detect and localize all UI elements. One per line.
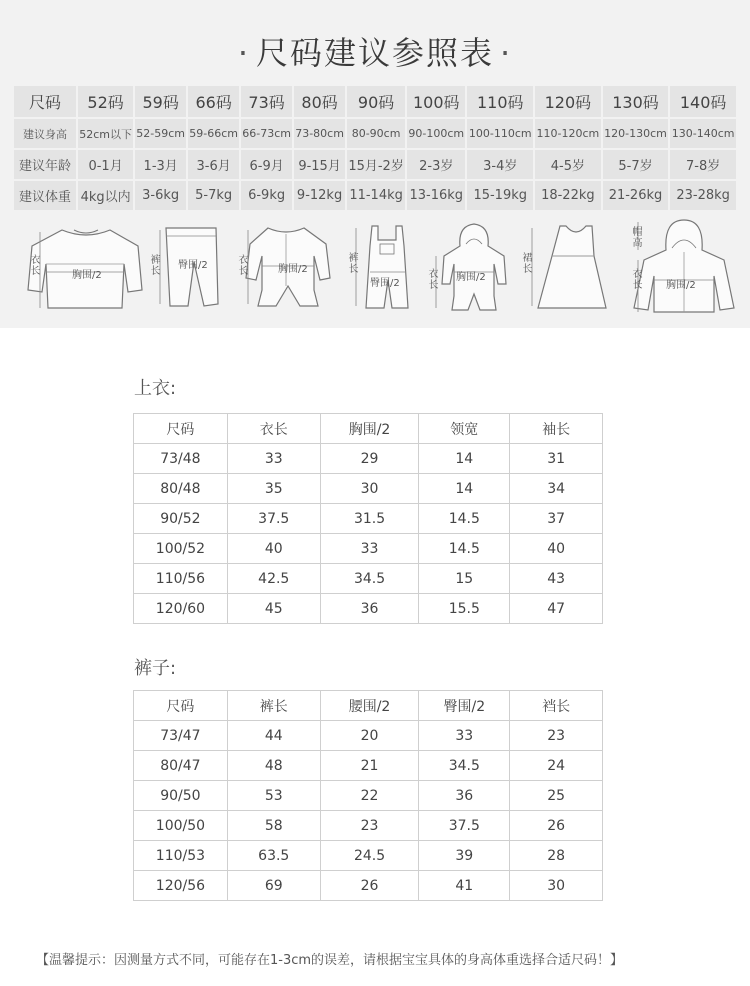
table-cell: 23	[510, 721, 603, 751]
table-row	[134, 841, 603, 871]
title-dot-left: ·	[237, 34, 250, 72]
header-cell: 80码	[294, 86, 345, 117]
table-cell: 5-7岁	[603, 150, 669, 179]
table-cell: 9-15月	[294, 150, 345, 179]
table-cell: 30	[510, 871, 603, 901]
row-label: 建议年龄	[14, 150, 76, 179]
table-cell: 2-3岁	[407, 150, 465, 179]
table-row	[134, 474, 603, 504]
table-cell: 100/52	[134, 534, 228, 564]
hooded-romper-chest-label: 胸围/2	[456, 272, 486, 283]
header-cell: 100码	[407, 86, 465, 117]
table-cell: 15	[419, 564, 510, 594]
page-title	[0, 28, 750, 74]
table-cell: 40	[227, 534, 320, 564]
table-cell: 15.5	[419, 594, 510, 624]
table-row	[134, 444, 603, 474]
table-cell: 6-9kg	[241, 181, 292, 210]
table-cell: 33	[419, 721, 510, 751]
table-cell: 100/50	[134, 811, 228, 841]
table-cell: 21-26kg	[603, 181, 669, 210]
table-cell: 9-12kg	[294, 181, 345, 210]
table-cell: 130-140cm	[670, 119, 736, 148]
table-row	[134, 811, 603, 841]
table-cell: 47	[510, 594, 603, 624]
pants-illustration	[146, 216, 226, 320]
table-cell: 34	[510, 474, 603, 504]
header-cell: 衣长	[227, 414, 320, 444]
table-cell: 6-9月	[241, 150, 292, 179]
pants-length-label: 裤长	[148, 254, 159, 276]
title-text: 尺码建议参照表	[255, 34, 494, 72]
table-cell: 120/60	[134, 594, 228, 624]
table-cell: 18-22kg	[535, 181, 601, 210]
table-cell: 26	[510, 811, 603, 841]
tops-table	[133, 413, 603, 624]
age-row	[14, 150, 736, 179]
table-cell: 28	[510, 841, 603, 871]
table-cell: 0-1月	[78, 150, 133, 179]
header-cell: 73码	[241, 86, 292, 117]
table-cell: 42.5	[227, 564, 320, 594]
table-cell: 52cm以下	[78, 119, 133, 148]
table-cell: 35	[227, 474, 320, 504]
header-cell: 110码	[467, 86, 533, 117]
romper-illustration	[234, 216, 334, 320]
garment-illustrations	[0, 216, 750, 320]
tops-section-title: 上衣:	[134, 378, 177, 399]
pants-table	[133, 690, 603, 901]
table-cell: 69	[227, 871, 320, 901]
table-cell: 63.5	[227, 841, 320, 871]
table-cell: 41	[419, 871, 510, 901]
header-cell: 140码	[670, 86, 736, 117]
table-cell: 33	[320, 534, 419, 564]
height-row	[14, 119, 736, 148]
table-cell: 31.5	[320, 504, 419, 534]
header-cell: 腰围/2	[320, 691, 419, 721]
table-row	[134, 534, 603, 564]
table-row	[134, 751, 603, 781]
table-cell: 34.5	[419, 751, 510, 781]
table-cell: 53	[227, 781, 320, 811]
table-cell: 80/47	[134, 751, 228, 781]
top-chest-label: 胸围/2	[72, 270, 102, 281]
overalls-hip-label: 臀围/2	[370, 278, 400, 289]
pants-header-row	[134, 691, 603, 721]
header-cell: 领宽	[419, 414, 510, 444]
table-cell: 73-80cm	[294, 119, 345, 148]
table-cell: 14.5	[419, 504, 510, 534]
romper-length-label: 衣长	[236, 254, 247, 276]
table-cell: 34.5	[320, 564, 419, 594]
table-cell: 29	[320, 444, 419, 474]
table-cell: 20	[320, 721, 419, 751]
table-cell: 48	[227, 751, 320, 781]
table-cell: 22	[320, 781, 419, 811]
size-guide-table	[12, 84, 738, 212]
table-row	[134, 564, 603, 594]
table-cell: 110-120cm	[535, 119, 601, 148]
table-cell: 15月-2岁	[347, 150, 405, 179]
table-cell: 59-66cm	[188, 119, 239, 148]
table-cell: 73/48	[134, 444, 228, 474]
table-row	[134, 871, 603, 901]
dress-length-label: 裙长	[520, 252, 531, 274]
table-cell: 37.5	[227, 504, 320, 534]
table-cell: 90/50	[134, 781, 228, 811]
header-cell: 尺码	[134, 414, 228, 444]
table-cell: 36	[320, 594, 419, 624]
table-cell: 4kg以内	[78, 181, 133, 210]
row-label: 建议体重	[14, 181, 76, 210]
table-row	[134, 504, 603, 534]
header-cell: 90码	[347, 86, 405, 117]
table-cell: 30	[320, 474, 419, 504]
jacket-hat-height-label: 帽高	[630, 226, 641, 248]
header-cell: 66码	[188, 86, 239, 117]
table-cell: 120-130cm	[603, 119, 669, 148]
table-row	[134, 721, 603, 751]
header-cell: 胸围/2	[320, 414, 419, 444]
table-cell: 58	[227, 811, 320, 841]
header-cell: 尺码	[14, 86, 76, 117]
title-dot-right: ·	[500, 34, 513, 72]
table-cell: 5-7kg	[188, 181, 239, 210]
table-cell: 23	[320, 811, 419, 841]
jacket-illustration	[624, 216, 744, 320]
tops-header-row	[134, 414, 603, 444]
table-cell: 73/47	[134, 721, 228, 751]
table-cell: 80-90cm	[347, 119, 405, 148]
table-cell: 80/48	[134, 474, 228, 504]
table-cell: 3-6月	[188, 150, 239, 179]
row-label: 建议身高	[14, 119, 76, 148]
pants-section-title: 裤子:	[134, 658, 177, 679]
table-cell: 39	[419, 841, 510, 871]
romper-chest-label: 胸围/2	[278, 264, 308, 275]
size-guide-panel	[0, 0, 750, 328]
header-cell: 裤长	[227, 691, 320, 721]
table-cell: 37	[510, 504, 603, 534]
table-cell: 21	[320, 751, 419, 781]
table-cell: 13-16kg	[407, 181, 465, 210]
table-cell: 90-100cm	[407, 119, 465, 148]
header-cell: 臀围/2	[419, 691, 510, 721]
table-cell: 7-8岁	[670, 150, 736, 179]
table-cell: 25	[510, 781, 603, 811]
table-row	[134, 594, 603, 624]
table-cell: 66-73cm	[241, 119, 292, 148]
header-cell: 120码	[535, 86, 601, 117]
header-cell: 裆长	[510, 691, 603, 721]
table-cell: 15-19kg	[467, 181, 533, 210]
header-cell: 59码	[135, 86, 186, 117]
table-cell: 40	[510, 534, 603, 564]
jacket-length-label: 衣长	[630, 268, 641, 290]
table-cell: 14.5	[419, 534, 510, 564]
hooded-romper-length-label: 衣长	[426, 268, 437, 290]
header-cell: 52码	[78, 86, 133, 117]
overalls-length-label: 裤长	[346, 252, 357, 274]
weight-row	[14, 181, 736, 210]
table-cell: 45	[227, 594, 320, 624]
table-cell: 90/52	[134, 504, 228, 534]
table-cell: 44	[227, 721, 320, 751]
table-cell: 100-110cm	[467, 119, 533, 148]
overalls-illustration	[344, 216, 424, 320]
top-illustration	[24, 216, 144, 320]
header-cell: 130码	[603, 86, 669, 117]
table-cell: 37.5	[419, 811, 510, 841]
table-cell: 23-28kg	[670, 181, 736, 210]
size-guide-header-row	[14, 86, 736, 117]
table-cell: 24	[510, 751, 603, 781]
table-row	[134, 781, 603, 811]
table-cell: 43	[510, 564, 603, 594]
header-cell: 袖长	[510, 414, 603, 444]
dress-illustration	[518, 216, 608, 320]
table-cell: 120/56	[134, 871, 228, 901]
hooded-romper-illustration	[424, 216, 514, 320]
table-cell: 4-5岁	[535, 150, 601, 179]
jacket-chest-label: 胸围/2	[666, 280, 696, 291]
table-cell: 3-6kg	[135, 181, 186, 210]
table-cell: 110/56	[134, 564, 228, 594]
measurement-note: 【温馨提示：因测量方式不同，可能存在1-3cm的误差，请根据宝宝具体的身高体重选择合适尺码！】	[36, 953, 624, 968]
header-cell: 尺码	[134, 691, 228, 721]
table-cell: 14	[419, 444, 510, 474]
table-cell: 52-59cm	[135, 119, 186, 148]
table-cell: 110/53	[134, 841, 228, 871]
pants-hip-label: 臀围/2	[178, 260, 208, 271]
top-length-label: 衣长	[28, 254, 39, 276]
table-cell: 36	[419, 781, 510, 811]
table-cell: 26	[320, 871, 419, 901]
table-cell: 24.5	[320, 841, 419, 871]
table-cell: 33	[227, 444, 320, 474]
table-cell: 3-4岁	[467, 150, 533, 179]
table-cell: 31	[510, 444, 603, 474]
table-cell: 1-3月	[135, 150, 186, 179]
table-cell: 14	[419, 474, 510, 504]
table-cell: 11-14kg	[347, 181, 405, 210]
